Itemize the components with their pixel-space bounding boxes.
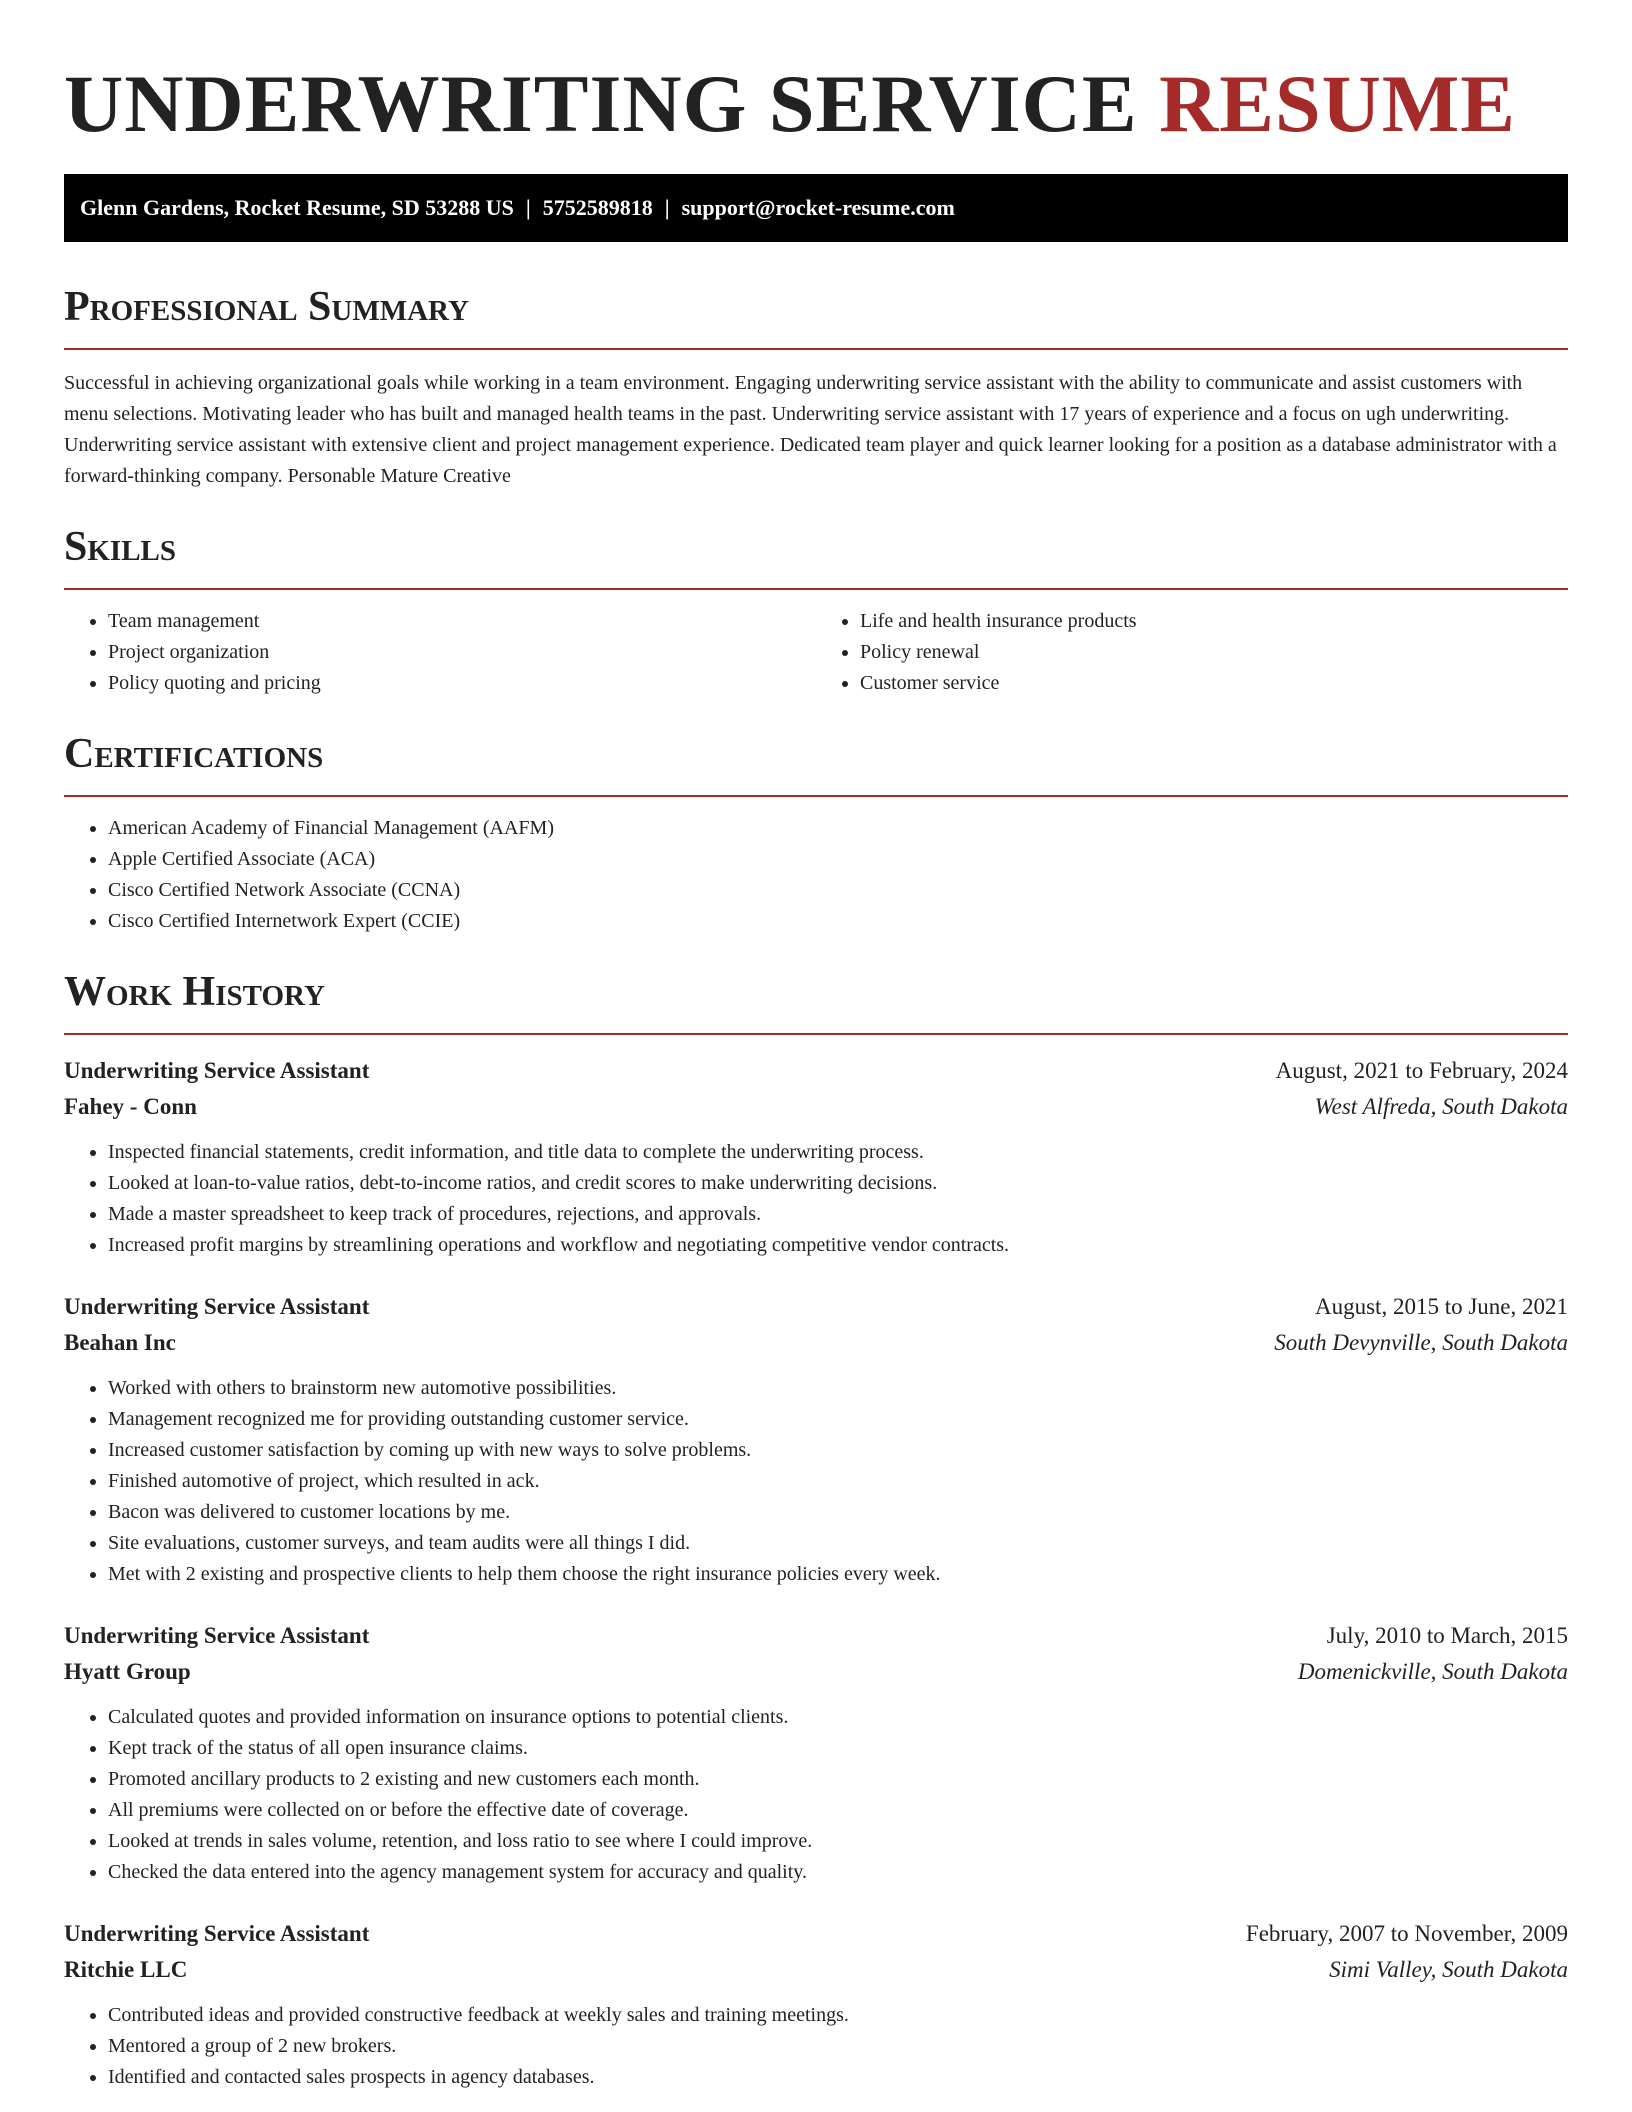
title-main: UNDERWRITING SERVICE xyxy=(64,58,1138,149)
job-entry xyxy=(64,1916,1568,2093)
work-history-heading: Work History xyxy=(64,967,1568,1035)
summary-heading: Professional Summary xyxy=(64,282,1568,350)
job-duty: • Looked at loan-to-value ratios, debt-to-income ratios, and credit scores to make underwriting decisions. xyxy=(108,1168,1568,1199)
job-title: Underwriting Service Assistant xyxy=(64,1921,370,1946)
contact-separator: | xyxy=(664,195,670,220)
job-company-row xyxy=(64,1325,1568,1361)
job-duty: • Checked the data entered into the agency management system for accuracy and quality. xyxy=(108,1857,1568,1888)
job-header-row xyxy=(64,1053,1568,1089)
job-duties-list xyxy=(64,1373,1568,1590)
job-entry xyxy=(64,1053,1568,1261)
skills-list-left xyxy=(64,606,816,699)
title-accent: RESUME xyxy=(1159,58,1516,149)
skill-item: • Project organization xyxy=(108,637,816,668)
job-location: Domenickville, South Dakota xyxy=(1297,1659,1568,1684)
contact-email: support@rocket-resume.com xyxy=(681,195,955,220)
job-company-row xyxy=(64,1952,1568,1988)
job-company: Hyatt Group xyxy=(64,1659,191,1684)
skills-list-right xyxy=(816,606,1568,699)
job-duties-list xyxy=(64,2000,1568,2093)
job-duty: • Identified and contacted sales prospects in agency databases. xyxy=(108,2062,1568,2093)
job-duty: • Site evaluations, customer surveys, and team audits were all things I did. xyxy=(108,1528,1568,1559)
certification-item: • Cisco Certified Network Associate (CCNA) xyxy=(108,875,1568,906)
certification-item: • American Academy of Financial Management (AAFM) xyxy=(108,813,1568,844)
job-duties-list xyxy=(64,1137,1568,1261)
contact-address: Glenn Gardens, Rocket Resume, SD 53288 US xyxy=(80,195,514,220)
certifications-heading: Certifications xyxy=(64,729,1568,797)
job-company: Fahey - Conn xyxy=(64,1094,197,1119)
job-entry xyxy=(64,1618,1568,1888)
certification-item: • Cisco Certified Internetwork Expert (CCIE) xyxy=(108,906,1568,937)
job-duty: • Inspected financial statements, credit information, and title data to complete the underwriting process. xyxy=(108,1137,1568,1168)
job-company: Beahan Inc xyxy=(64,1330,176,1355)
contact-phone: 5752589818 xyxy=(542,195,653,220)
job-dates: August, 2021 to February, 2024 xyxy=(1275,1058,1568,1083)
job-company-row xyxy=(64,1089,1568,1125)
skills-heading: Skills xyxy=(64,522,1568,590)
skills-section xyxy=(64,522,1568,699)
resume-title xyxy=(64,0,1568,152)
job-dates: August, 2015 to June, 2021 xyxy=(1315,1294,1568,1319)
job-title: Underwriting Service Assistant xyxy=(64,1294,370,1319)
job-dates: July, 2010 to March, 2015 xyxy=(1326,1623,1568,1648)
job-title: Underwriting Service Assistant xyxy=(64,1058,370,1083)
summary-text: Successful in achieving organizational goals while working in a team environment. Engaging underwriting service assistant with the ability to communicate and assist customers with menu selections. Motivating leader who has built and managed health teams in the past. Underwriting service assistant with 17 years of experience and a focus on ugh underwriting. Underwriting service assistant with extensive client and project management experience. Dedicated team player and quick learner looking for a position as a database administrator with a forward-thinking company. Personable Mature Creative xyxy=(64,372,1557,487)
job-header-row xyxy=(64,1289,1568,1325)
summary-section xyxy=(64,282,1568,492)
certifications-list xyxy=(64,813,1568,937)
job-duty: • All premiums were collected on or before the effective date of coverage. xyxy=(108,1795,1568,1826)
job-duty: • Management recognized me for providing outstanding customer service. xyxy=(108,1404,1568,1435)
skill-item: • Team management xyxy=(108,606,816,637)
job-duty: • Worked with others to brainstorm new automotive possibilities. xyxy=(108,1373,1568,1404)
job-entry xyxy=(64,1289,1568,1590)
job-duty: • Made a master spreadsheet to keep track of procedures, rejections, and approvals. xyxy=(108,1199,1568,1230)
skill-item: • Policy renewal xyxy=(860,637,1568,668)
certification-item: • Apple Certified Associate (ACA) xyxy=(108,844,1568,875)
job-duty: • Bacon was delivered to customer locations by me. xyxy=(108,1497,1568,1528)
job-dates: February, 2007 to November, 2009 xyxy=(1245,1921,1568,1946)
job-title: Underwriting Service Assistant xyxy=(64,1623,370,1648)
job-duty: • Increased profit margins by streamlining operations and workflow and negotiating competitive vendor contracts. xyxy=(108,1230,1568,1261)
job-location: Simi Valley, South Dakota xyxy=(1329,1957,1568,1982)
contact-separator: | xyxy=(525,195,531,220)
skill-item: • Policy quoting and pricing xyxy=(108,668,816,699)
skill-item: • Life and health insurance products xyxy=(860,606,1568,637)
job-duty: • Contributed ideas and provided constructive feedback at weekly sales and training meetings. xyxy=(108,2000,1568,2031)
job-header-row xyxy=(64,1618,1568,1654)
work-history-section xyxy=(64,967,1568,2093)
certifications-section xyxy=(64,729,1568,937)
job-duty: • Mentored a group of 2 new brokers. xyxy=(108,2031,1568,2062)
job-duty: • Calculated quotes and provided information on insurance options to potential clients. xyxy=(108,1702,1568,1733)
job-duties-list xyxy=(64,1702,1568,1888)
job-duty: • Kept track of the status of all open insurance claims. xyxy=(108,1733,1568,1764)
contact-bar xyxy=(64,174,1568,242)
job-duty: • Looked at trends in sales volume, retention, and loss ratio to see where I could improve. xyxy=(108,1826,1568,1857)
job-duty: • Promoted ancillary products to 2 existing and new customers each month. xyxy=(108,1764,1568,1795)
job-header-row xyxy=(64,1916,1568,1952)
job-location: South Devynville, South Dakota xyxy=(1274,1330,1568,1355)
skill-item: • Customer service xyxy=(860,668,1568,699)
job-duty: • Increased customer satisfaction by coming up with new ways to solve problems. xyxy=(108,1435,1568,1466)
job-duty: • Met with 2 existing and prospective clients to help them choose the right insurance policies every week. xyxy=(108,1559,1568,1590)
skills-grid xyxy=(64,606,1568,699)
job-company-row xyxy=(64,1654,1568,1690)
job-company: Ritchie LLC xyxy=(64,1957,188,1982)
job-location: West Alfreda, South Dakota xyxy=(1314,1094,1568,1119)
job-duty: • Finished automotive of project, which resulted in ack. xyxy=(108,1466,1568,1497)
